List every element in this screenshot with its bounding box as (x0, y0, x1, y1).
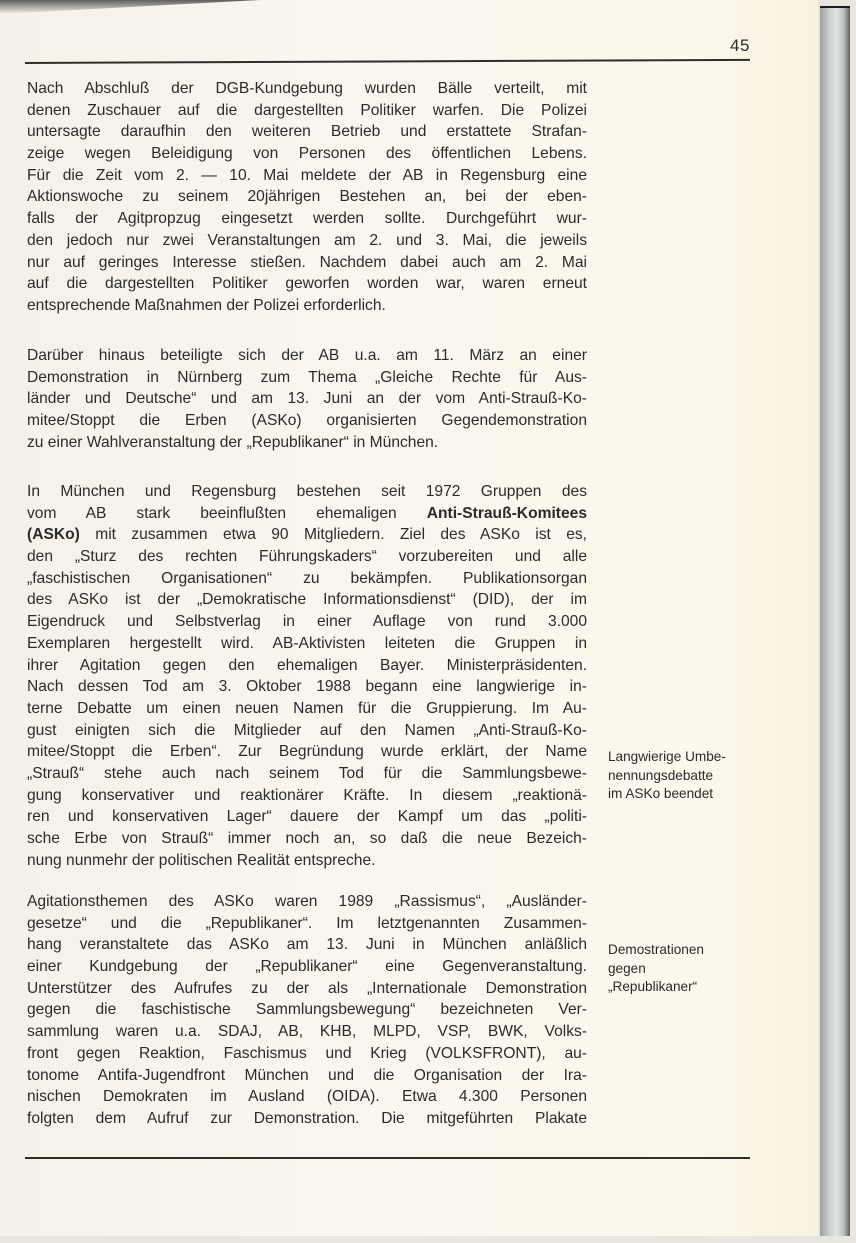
text-line: Für die Zeit vom 2. — 10. Mai meldete der AB in Regensburg eine (27, 166, 587, 184)
text-line: entsprechende Maßnahmen der Polizei erforderlich. (27, 296, 386, 314)
text-line: mitee/Stoppt die Erben (ASKo) organisierten Gegendemonstration (27, 412, 587, 430)
margin-note-renaming (608, 748, 768, 804)
text-line: Nach Abschluß der DGB-Kundgebung wurden Bälle verteilt, mit (27, 80, 587, 97)
text-line (27, 503, 587, 525)
paragraph-2 (27, 345, 587, 453)
note-line: Demostrationen (608, 942, 704, 957)
text-line: In München und Regensburg bestehen seit 1972 Gruppen des (27, 483, 587, 500)
text-line: „faschistischen Organisationen“ zu bekämpfen. Publikationsorgan (27, 569, 587, 587)
text-line: front gegen Reaktion, Faschismus und Krieg (VOLKSFRONT), au- (27, 1044, 587, 1062)
text-line: folgten dem Aufruf zur Demonstration. Die mitgeführten Plakate (27, 1109, 587, 1127)
text-line: länder und Deutsche“ und am 13. Juni an der vom Anti-Strauß-Ko- (27, 390, 587, 408)
text-line: nung nunmehr der politischen Realität entspreche. (27, 851, 376, 869)
note-line: „Republikaner“ (608, 979, 698, 994)
text-line: zeige wegen Beleidigung von Personen des öffentlichen Lebens. (27, 145, 587, 163)
page-number: 45 (730, 36, 750, 55)
note-line: im ASKo beendet (608, 786, 714, 801)
text-line: terne Debatte um einen neuen Namen für die Gruppierung. Im Au- (27, 699, 587, 717)
text-line: ihrer Agitation gegen den ehemaligen Bayer. Ministerpräsidenten. (27, 656, 587, 674)
text-line: mitee/Stoppt die Erben“. Zur Begründung wurde erklärt, der Name (27, 743, 587, 761)
paragraph-3 (27, 481, 587, 871)
paragraph-1 (27, 78, 587, 317)
text-line: tonome Antifa-Jugendfront München und die Organisation der Ira- (27, 1066, 587, 1084)
note-line: nennungsdebatte (608, 767, 714, 783)
text-line: gegen die faschistische Sammlungsbewegung“ bezeichneten Ver- (27, 1001, 587, 1019)
text-fragment: mit zusammen etwa 90 Mitgliedern. Ziel des ASKo ist es, (95, 526, 587, 544)
text-line: auf die dargestellten Politiker geworfen worden war, waren erneut (27, 275, 587, 293)
text-line: Agitationsthemen des ASKo waren 1989 „Rassismus“, „Ausländer- (27, 893, 587, 910)
paragraph-4 (27, 891, 587, 1130)
text-line: Demonstration in Nürnberg zum Thema „Gleiche Rechte für Aus- (27, 368, 587, 386)
text-line: sammlung waren u.a. SDAJ, AB, KHB, MLPD, VSP, BWK, Volks- (27, 1023, 587, 1041)
text-line: zu einer Wahlveranstaltung der „Republikaner“ in München. (27, 433, 439, 451)
text-line: des ASKo ist der „Demokratische Informationsdienst“ (DID), der im (27, 591, 587, 609)
text-line: gung konservativer und reaktionärer Kräfte. In diesem „reaktionä- (27, 786, 587, 804)
text-line: Eigendruck und Selbstverlag in einer Auflage von rund 3.000 (27, 613, 587, 631)
header-rule (25, 59, 750, 64)
text-line: den „Sturz des rechten Führungskaders“ vorzubereiten und alle (27, 548, 587, 566)
text-line: den jedoch nur zwei Veranstaltungen am 2. und 3. Mai, die jeweils (27, 231, 587, 249)
scan-shadow (0, 0, 260, 14)
text-line: falls der Agitpropzug eingesetzt werden sollte. Durchgeführt wur- (27, 210, 587, 228)
footer-rule (25, 1157, 750, 1159)
text-line: untersagte daraufhin den weiteren Betrieb und erstattete Strafan- (27, 123, 587, 141)
text-line: Exemplaren hergestellt wird. AB-Aktivisten leiteten die Gruppen in (27, 634, 587, 652)
text-line: Aktionswoche zu seinem 20jährigen Bestehen an, bei der eben- (27, 188, 587, 206)
text-line: ren und konservativen Lager“ dauere der Kampf um das „politi- (27, 808, 587, 826)
text-line: Nach dessen Tod am 3. Oktober 1988 begann eine langwierige in- (27, 678, 587, 696)
text-line: einer Kundgebung der „Republikaner“ eine Gegenveranstaltung. (27, 958, 587, 976)
text-line: Unterstützer des Aufrufes zu der als „Internationale Demonstration (27, 979, 587, 997)
margin-note-demonstrations (608, 941, 768, 997)
text-line: gust einigten sich die Mitglieder auf den Namen „Anti-Strauß-Ko- (27, 721, 587, 739)
page-binding-edge (820, 8, 850, 1236)
text-line: nur auf geringes Interesse stießen. Nachdem dabei auch am 2. Mai (27, 253, 587, 271)
text-line: hang veranstaltete das ASKo am 13. Juni in München anläßlich (27, 936, 587, 954)
text-line: denen Zuschauer auf die dargestellten Politiker warfen. Die Polizei (27, 101, 587, 119)
text-line: Darüber hinaus beteiligte sich der AB u.a. am 11. März an einer (27, 347, 587, 364)
text-line: nischen Demokraten im Ausland (OIDA). Etwa 4.300 Personen (27, 1088, 587, 1106)
text-line: „Strauß“ stehe auch nach seinem Tod für die Sammlungsbewe- (27, 764, 587, 782)
bold-term-asko: (ASKo) (27, 526, 80, 544)
text-fragment: vom AB stark beeinflußten ehemaligen (27, 504, 427, 522)
text-line (27, 524, 587, 546)
bold-term-askomitees: Anti-Strauß-Komitees (426, 504, 587, 522)
text-line: gesetze“ und die „Republikaner“. Im letztgenannten Zusammen- (27, 914, 587, 932)
text-line: sche Erbe von Strauß“ immer noch an, so daß die neue Bezeich- (27, 830, 587, 847)
note-line: Langwierige Umbe- (608, 749, 726, 764)
note-line: gegen (608, 960, 646, 976)
